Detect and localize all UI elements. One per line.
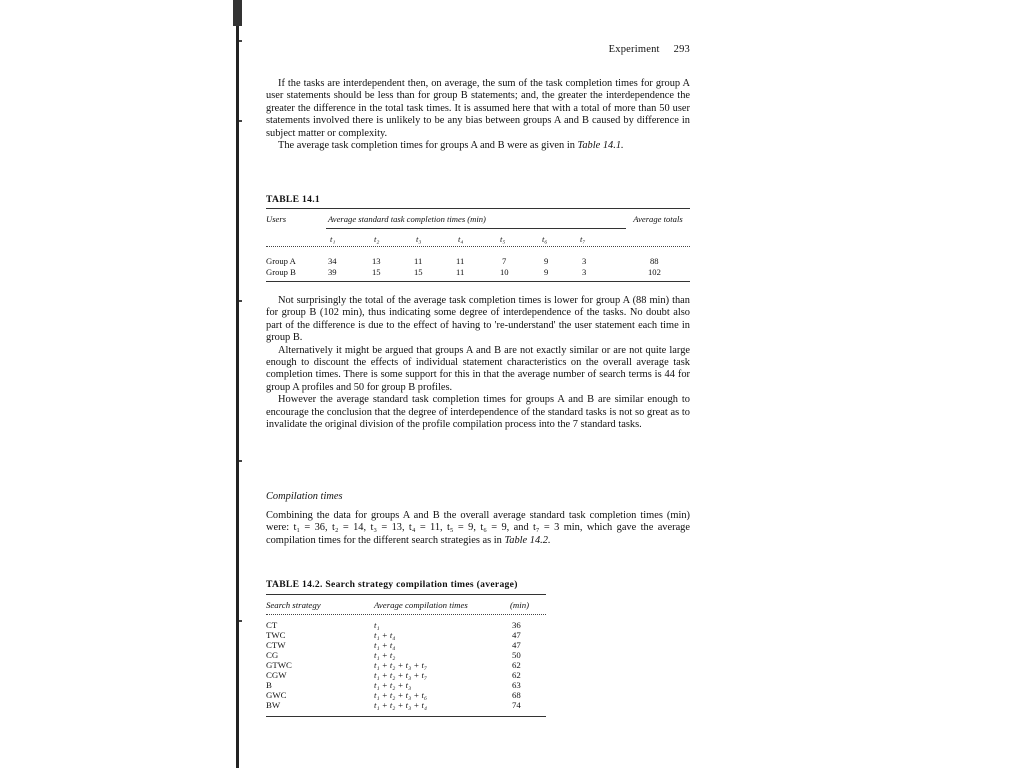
scan-edge-tick: [239, 620, 242, 622]
running-head-section: Experiment: [608, 44, 660, 55]
table-rule: [266, 614, 546, 615]
strategy-minutes: 68: [512, 690, 521, 700]
cell-total: 88: [650, 256, 659, 266]
strategy-formula: t₁ + t₄: [374, 630, 396, 640]
cell: 3: [582, 256, 587, 266]
cell: 34: [328, 256, 337, 266]
table-row: [266, 680, 546, 690]
cell: 11: [456, 267, 465, 277]
task-column-t5: t₅: [500, 234, 506, 244]
cell: 10: [500, 267, 509, 277]
cell: 15: [372, 267, 381, 277]
scan-edge-mark: [233, 0, 242, 26]
table-row: [266, 700, 546, 710]
table-row: [266, 660, 546, 670]
scan-edge-tick: [239, 120, 242, 122]
table-row: [266, 650, 546, 660]
strategy-formula: t₁ + t₂ + t₃ + t₇: [374, 670, 428, 680]
cell: 15: [414, 267, 423, 277]
cell-total: 102: [648, 267, 661, 277]
strategy-minutes: 36: [512, 620, 521, 630]
table-row: [266, 690, 546, 700]
table-rule: [266, 208, 690, 209]
table-14-2-caption: TABLE 14.2. Search strategy compilation times (average): [266, 579, 518, 590]
cell: 11: [414, 256, 423, 266]
running-head: [260, 44, 690, 55]
strategy-name: CTW: [266, 640, 286, 650]
strategy-name: GTWC: [266, 660, 292, 670]
paragraph: Alternatively it might be argued that groups A and B are not exactly similar or are not quite large enough to discount the effects of individual statement characteristics on the overall average task completion times. There is some support for this in that the average number of search terms is 44 for group A profiles and 50 for group B profiles.: [266, 344, 690, 393]
column-header-strategy: Search strategy: [266, 600, 321, 610]
strategy-formula: t₁ + t₂ + t₃ + t₇: [374, 660, 428, 670]
row-label-group-b: Group B: [266, 267, 296, 277]
scan-edge-tick: [239, 460, 242, 462]
table-row: [266, 630, 546, 640]
table-rule: [266, 281, 690, 282]
strategy-formula: t₁: [374, 620, 380, 630]
scan-edge-tick: [239, 40, 242, 42]
discussion-paragraphs: [266, 295, 690, 431]
cell: 13: [372, 256, 381, 266]
strategy-formula: t₁ + t₂ + t₃ + t₆: [374, 690, 428, 700]
strategy-name: CT: [266, 620, 278, 630]
paragraph: [266, 140, 690, 152]
column-header-users: Users: [266, 214, 287, 224]
task-column-t7: t₇: [580, 234, 586, 244]
paragraph-text: The average task completion times for groups A and B were as given in: [278, 140, 575, 152]
strategy-name: TWC: [266, 630, 286, 640]
paragraph: Not surprisingly the total of the average task completion times is lower for group A (88 min) than for group B (102 min), thus indicating some degree of interdependence of the tasks. No doubt also part of the difference is due to the effect of having to 're-understand' the user statement each time in group B.: [266, 295, 690, 344]
strategy-minutes: 50: [512, 650, 521, 660]
table-14-2: [266, 598, 546, 726]
compilation-paragraph: [266, 510, 690, 547]
table-rule: [266, 594, 546, 595]
strategy-minutes: 63: [512, 680, 521, 690]
table-rule: [266, 246, 690, 247]
column-header-average-totals: Average totals: [633, 214, 683, 224]
strategy-minutes: 47: [512, 640, 521, 650]
cell: 7: [502, 256, 507, 266]
section-heading: Compilation times: [266, 491, 343, 502]
strategy-name: GWC: [266, 690, 287, 700]
strategy-minutes: 62: [512, 670, 521, 680]
strategy-name: CG: [266, 650, 279, 660]
strategy-name: CGW: [266, 670, 287, 680]
scan-binding-edge: [236, 0, 239, 768]
cell: 3: [582, 267, 587, 277]
strategy-minutes: 74: [512, 700, 521, 710]
cell: 39: [328, 267, 337, 277]
paragraph: However the average standard task completion times for groups A and B are similar enough to encourage the conclusion that the degree of interdependence of the standard tasks is not so great as to invalidate the original division of the profile compilation process into the 7 standard tasks.: [266, 394, 690, 431]
strategy-formula: t₁ + t₄: [374, 640, 396, 650]
task-column-t1: t₁: [330, 234, 336, 244]
strategy-name: B: [266, 680, 272, 690]
strategy-formula: t₁ + t₂ + t₃ + t₄: [374, 700, 428, 710]
intro-paragraphs: [266, 78, 690, 152]
table-row: [266, 640, 546, 650]
strategy-minutes: 47: [512, 630, 521, 640]
strategy-minutes: 62: [512, 660, 521, 670]
table-rule: [266, 716, 546, 717]
row-label-group-a: Group A: [266, 256, 296, 266]
column-header-times: Average compilation times: [374, 600, 468, 610]
task-column-t4: t₄: [458, 234, 464, 244]
strategy-formula: t₁ + t₂: [374, 650, 396, 660]
task-column-t3: t₃: [416, 234, 422, 244]
table-reference: Table 14.2.: [504, 534, 551, 546]
paragraph: If the tasks are interdependent then, on average, the sum of the task completion times for group A user statements should be less than for group B statements; and, the greater the interdependence the greater the difference in the total task times. It is assumed here that with a total of more than 50 user statements involved there is unlikely to be any bias between groups A and B caused by difference in subject matter or complexity.: [266, 78, 690, 139]
table-14-1: [266, 212, 690, 292]
paragraph-text: Combining the data for groups A and B the overall average standard task completion times (min) were: t₁ = 36, t₂ = 14, t₃ = 13, t₄ = 11, t₅ = 9, t₆ = 9, and t₇ = 3 min, which gave the average compilation times for the different search strategies as in: [266, 510, 690, 546]
strategy-formula: t₁ + t₂ + t₃: [374, 680, 412, 690]
table-14-1-caption: TABLE 14.1: [266, 194, 320, 205]
column-header-min: (min): [510, 600, 530, 610]
scan-edge-tick: [239, 300, 242, 302]
table-rule: [326, 228, 626, 229]
column-header-task-times: Average standard task completion times (min): [328, 214, 486, 224]
table-row: [266, 670, 546, 680]
table-row: [266, 620, 546, 630]
page-number: 293: [673, 44, 690, 55]
cell: 9: [544, 256, 549, 266]
paragraph: [266, 510, 690, 547]
cell: 9: [544, 267, 549, 277]
task-column-t6: t₆: [542, 234, 548, 244]
strategy-name: BW: [266, 700, 281, 710]
cell: 11: [456, 256, 465, 266]
table-reference: Table 14.1.: [577, 140, 624, 152]
task-column-t2: t₂: [374, 234, 380, 244]
